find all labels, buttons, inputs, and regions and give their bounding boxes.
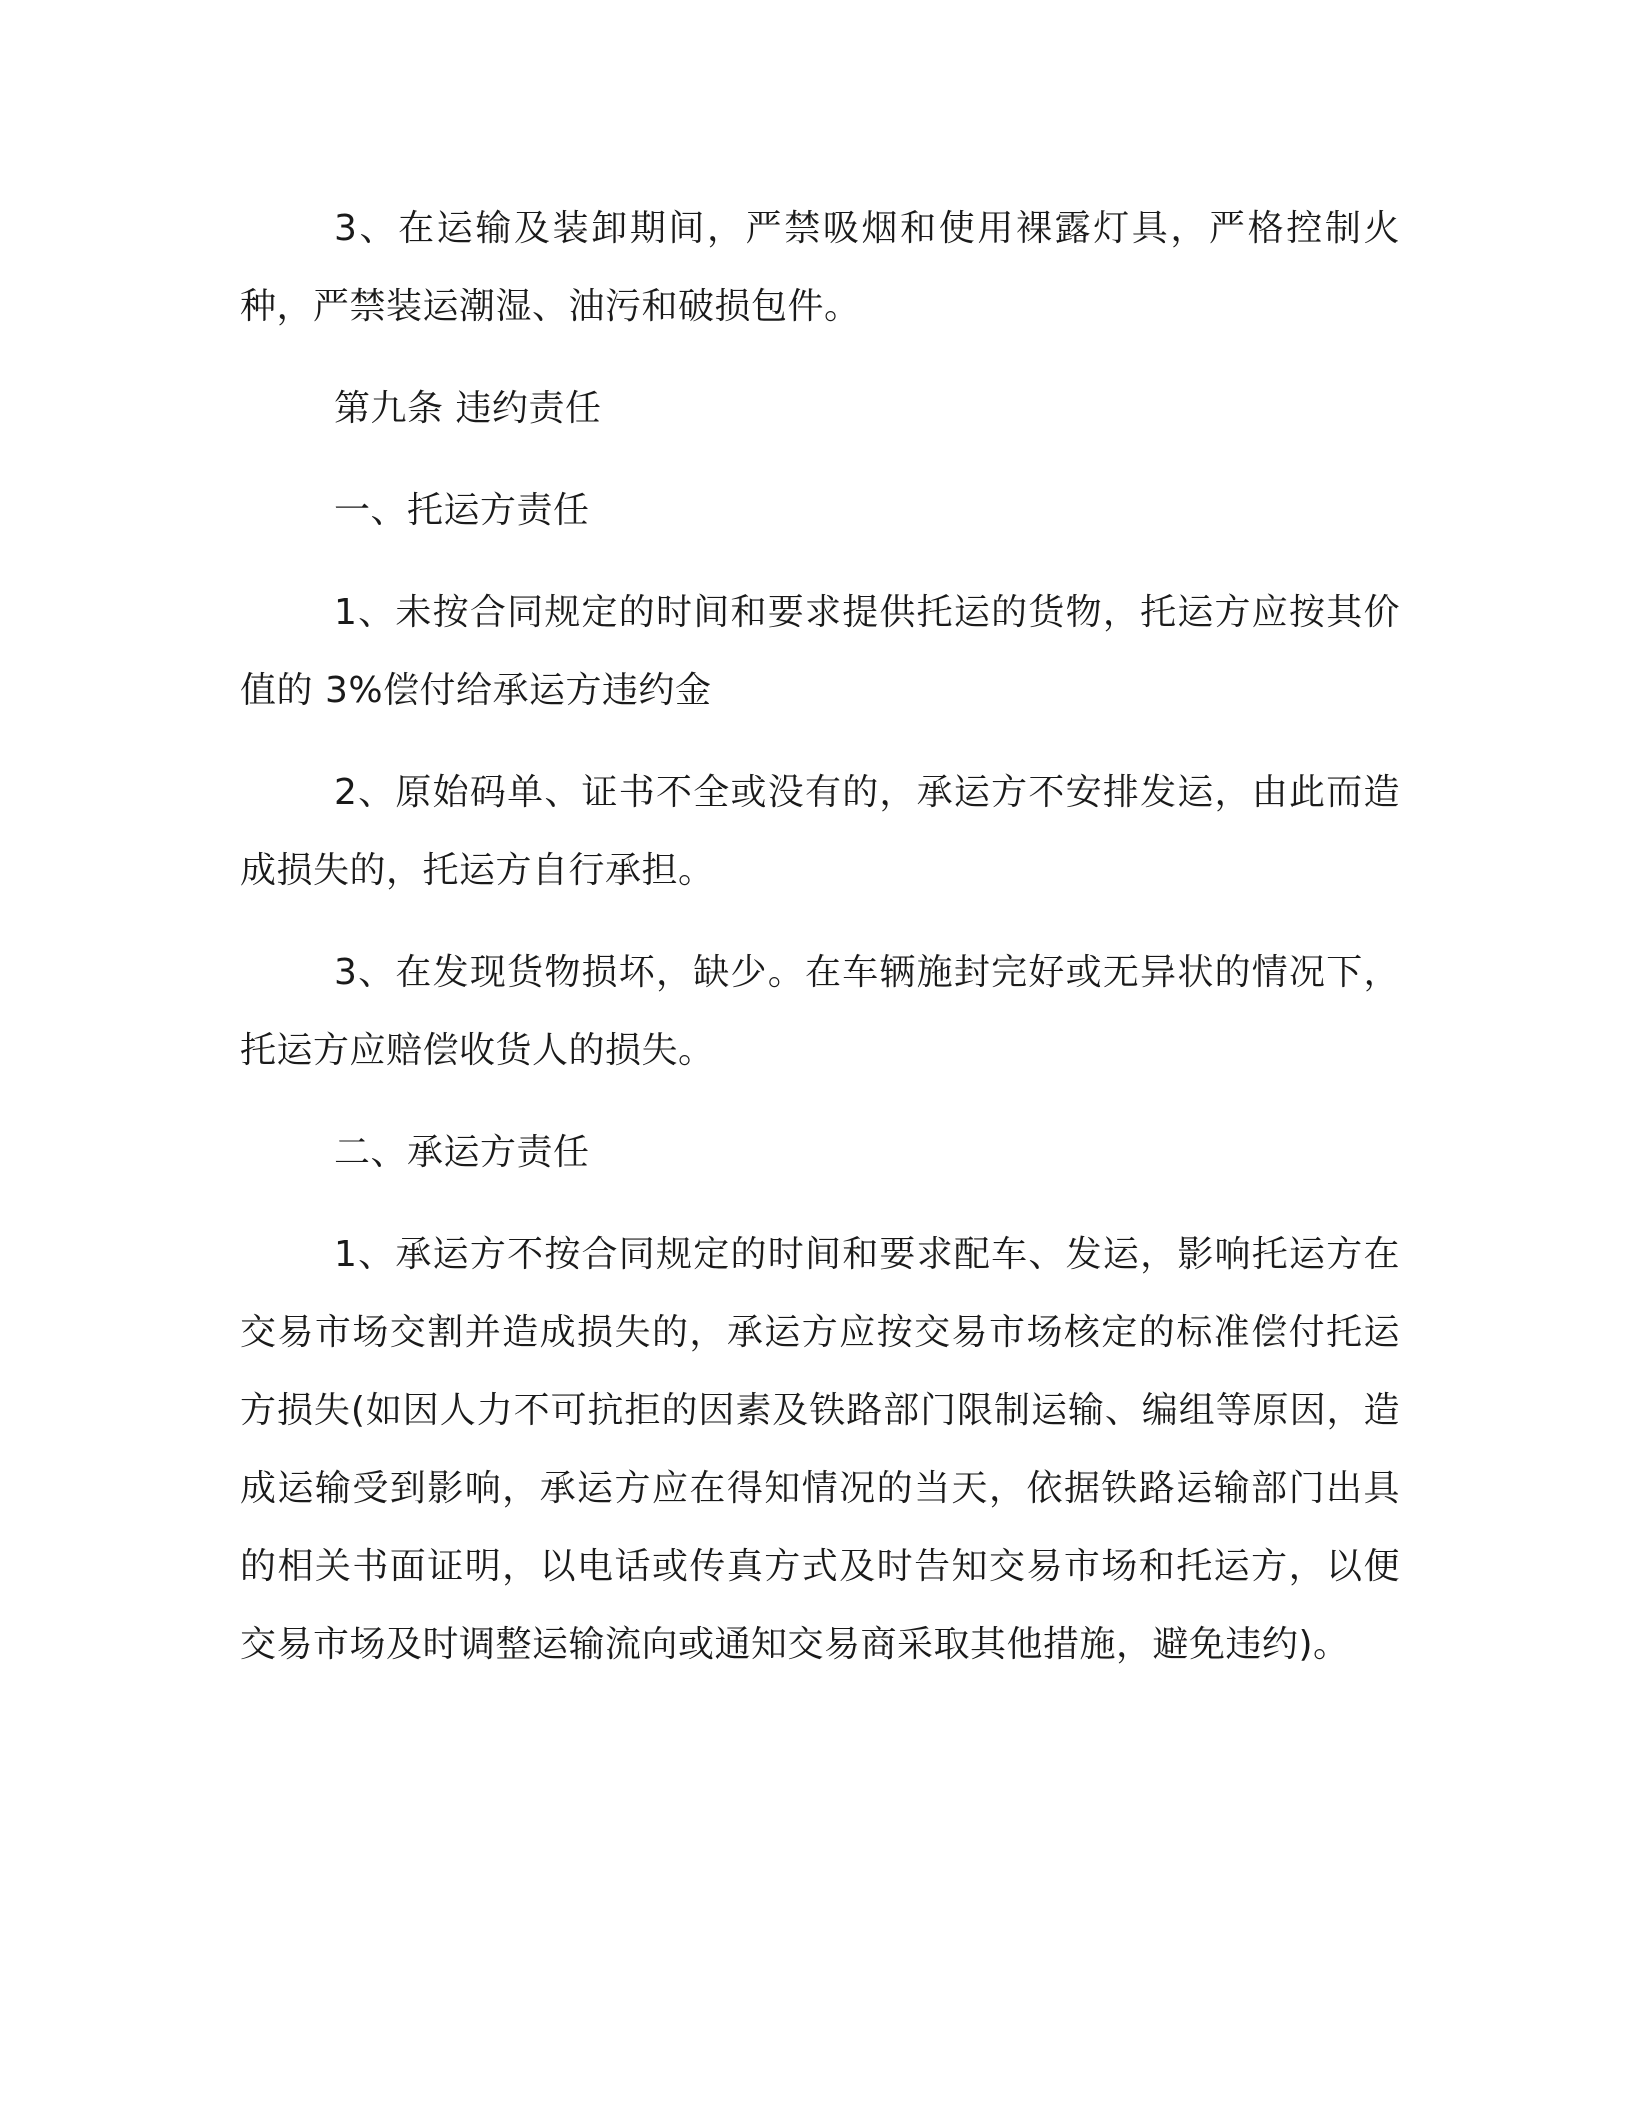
paragraph-shipper-item-1: 1、未按合同规定的时间和要求提供托运的货物，托运方应按其价值的 3%偿付给承运方违约金	[240, 592, 1400, 711]
paragraph-shipper-item-2: 2、原始码单、证书不全或没有的，承运方不安排发运，由此而造成损失的，托运方自行承担。	[240, 772, 1400, 891]
section-heading-article-9: 第九条 违约责任	[334, 388, 602, 429]
paragraph-carrier-item-1: 1、承运方不按合同规定的时间和要求配车、发运，影响托运方在交易市场交割并造成损失的，承运方应按交易市场核定的标准偿付托运方损失(如因人力不可抗拒的因素及铁路部门限制运输、编组等原因，造成运输受到影响，承运方应在得知情况的当天，依据铁路运输部门出具的相关书面证明，以电话或传真方式及时告知交易市场和托运方，以便交易市场及时调整运输流向或通知交易商采取其他措施，避免违约)。	[240, 1234, 1400, 1665]
paragraph-safety-rule-3: 3、在运输及装卸期间，严禁吸烟和使用裸露灯具，严格控制火种，严禁装运潮湿、油污和破损包件。	[240, 208, 1400, 327]
paragraph-shipper-item-3: 3、在发现货物损坏，缺少。在车辆施封完好或无异状的情况下，托运方应赔偿收货人的损失。	[240, 952, 1400, 1071]
subheading-carrier-liability: 二、承运方责任	[334, 1132, 590, 1173]
document-body	[240, 190, 1400, 1708]
subheading-shipper-liability: 一、托运方责任	[334, 490, 590, 531]
